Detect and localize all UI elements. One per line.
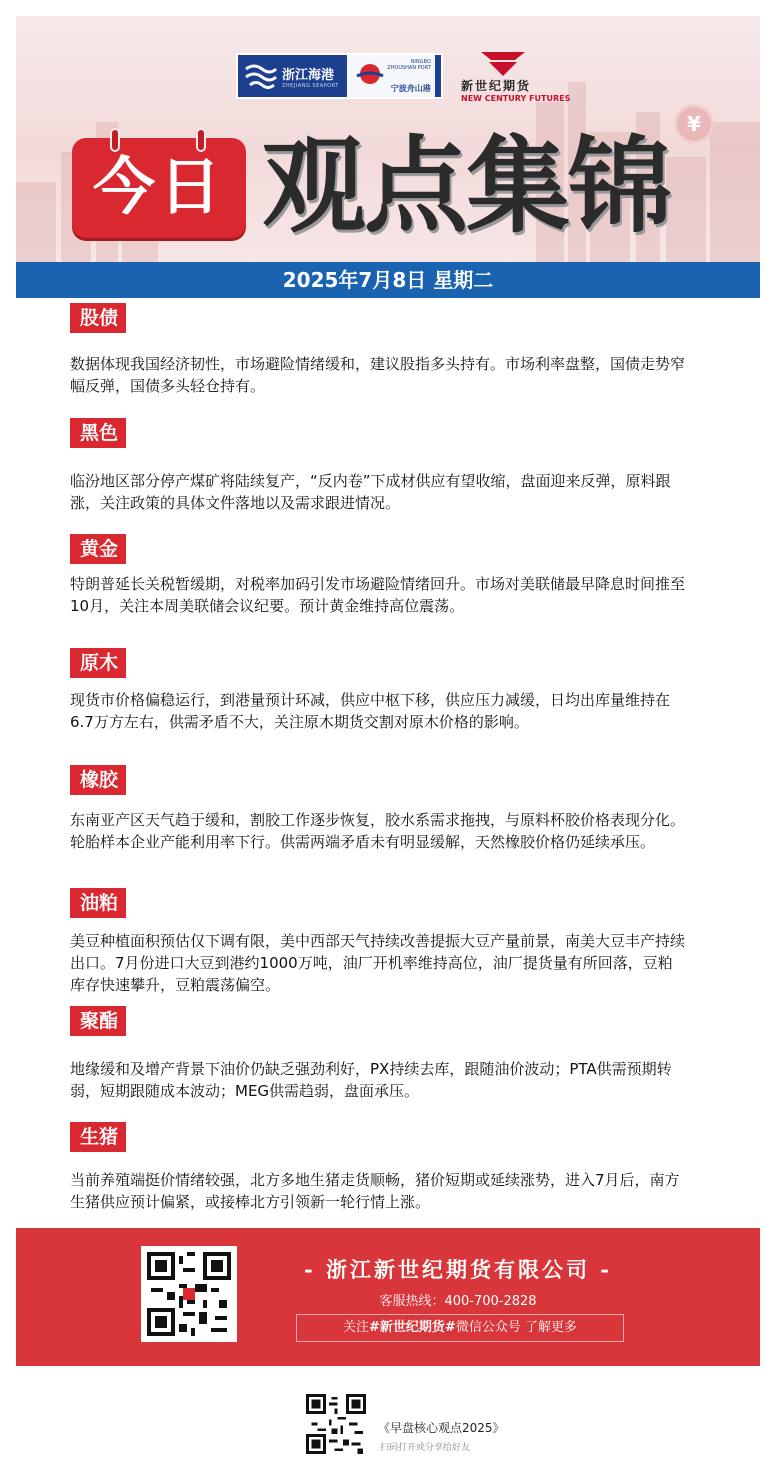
section-oilseeds xyxy=(70,888,690,994)
mini-qr-code-icon[interactable] xyxy=(306,1394,366,1454)
wechat-qr-code[interactable] xyxy=(141,1246,237,1342)
section-text: 临汾地区部分停产煤矿将陆续复产，“反内卷”下成材供应有望收缩，盘面迎来反弹，原料跟涨，关注政策的具体文件落地以及需求跟进情况。 xyxy=(70,472,671,512)
ningbo-port-en: NINGBO ZHOUSHAN PORT xyxy=(387,59,431,71)
section-text: 地缘缓和及增产背景下油价仍缺乏强劲利好，PX持续去库，跟随油价波动；PTA供需预期转弱，短期跟随成本波动；MEG供需趋弱，盘面承压。 xyxy=(70,1060,672,1100)
section-text: 美豆种植面积预估仅下调有限，美中西部天气持续改善提振大豆产量前景，南美大豆丰产持续出口。7月份进口大豆到港约1000万吨，油厂开机率维持高位，油厂提货量有所回落，豆粕库存快速攀升，豆粕震荡偏空。 xyxy=(70,932,686,994)
section-text: 东南亚产区天气趋于缓和，割胶工作逐步恢复，胶水系需求拖拽，与原料杯胶价格表现分化。轮胎样本企业产能利用率下行。供需两端矛盾未有明显缓解，天然橡胶价格仍延续承压。 xyxy=(70,811,686,851)
section-tag: 黄金 xyxy=(70,534,126,564)
mini-program-title: 《早盘核心观点2025》 xyxy=(378,1421,505,1435)
section-text: 当前养殖端挺价情绪较强，北方多地生猪走货顺畅，猪价短期或延续涨势，进入7月后，南方生猪供应预计偏紧，或接棒北方引领新一轮行情上涨。 xyxy=(70,1171,680,1211)
section-tag: 聚酯 xyxy=(70,1006,126,1036)
section-text: 现货市价格偏稳运行，到港量预计环减，供应中枢下移，供应压力减缓，日均出库量维持在6.7万方左右，供需矛盾不大，关注原木期货交割对原木价格的影响。 xyxy=(70,691,671,731)
ncf-en: NEW CENTURY FUTURES xyxy=(461,94,571,103)
calendar-text: 今日 xyxy=(92,150,225,223)
footer-banner xyxy=(16,1228,760,1366)
seaport-logo-text xyxy=(278,64,339,89)
section-text: 数据体现我国经济韧性，市场避险情绪缓和，建议股指多头持有。市场利率盘整，国债走势窄幅反弹，国债多头轻仓持有。 xyxy=(70,355,686,395)
section-tag: 橡胶 xyxy=(70,765,126,795)
mini-program-subtitle: 扫码打开或分享给好友 xyxy=(380,1443,471,1453)
seaport-en: ZHEJIANG SEAPORT xyxy=(282,82,339,89)
new-century-futures-logo xyxy=(461,50,571,104)
section-ferrous xyxy=(70,418,690,512)
yuan-coin-icon: ¥ xyxy=(674,104,714,144)
section-logs xyxy=(70,648,690,731)
customer-hotline: 客服热线：400-700-2828 xyxy=(379,1294,537,1309)
seaport-wave-icon xyxy=(244,61,278,91)
seaport-cn: 浙江海港 xyxy=(282,67,335,83)
follow-account: #新世纪期货# xyxy=(369,1320,456,1335)
section-tag: 股债 xyxy=(70,303,126,333)
section-gold xyxy=(70,534,690,615)
follow-suffix: 微信公众号 了解更多 xyxy=(455,1320,577,1335)
calendar-badge xyxy=(72,138,246,238)
section-rubber xyxy=(70,765,690,851)
section-tag: 油粕 xyxy=(70,888,126,918)
header-banner xyxy=(16,16,760,262)
ningbo-port-logo xyxy=(347,55,435,97)
date-bar: 2025年7月8日 星期二 xyxy=(16,262,760,298)
section-text: 特朗普延长关税暂缓期，对税率加码引发市场避险情绪回升。市场对美联储最早降息时间推至10月，关注本周美联储会议纪要。预计黄金维持高位震荡。 xyxy=(70,575,686,615)
follow-prefix: 关注 xyxy=(343,1320,370,1335)
section-tag: 生猪 xyxy=(70,1122,126,1152)
company-name: - 浙江新世纪期货有限公司 - xyxy=(303,1257,613,1282)
section-stocks-bonds xyxy=(70,303,690,395)
port-sun-icon xyxy=(355,63,385,85)
section-hogs xyxy=(70,1122,690,1211)
follow-wechat-box[interactable] xyxy=(296,1314,624,1342)
page-title: 观点集锦 xyxy=(262,125,671,247)
section-tag: 黑色 xyxy=(70,418,126,448)
qr-code-icon xyxy=(147,1252,231,1336)
ncf-cn: 新世纪期货 xyxy=(461,79,532,93)
zhejiang-seaport-logo xyxy=(236,53,443,99)
ncf-wing-icon xyxy=(481,50,525,76)
ningbo-port-cn: 宁波舟山港 xyxy=(390,84,431,93)
section-tag: 原木 xyxy=(70,648,126,678)
section-polyester xyxy=(70,1006,690,1100)
